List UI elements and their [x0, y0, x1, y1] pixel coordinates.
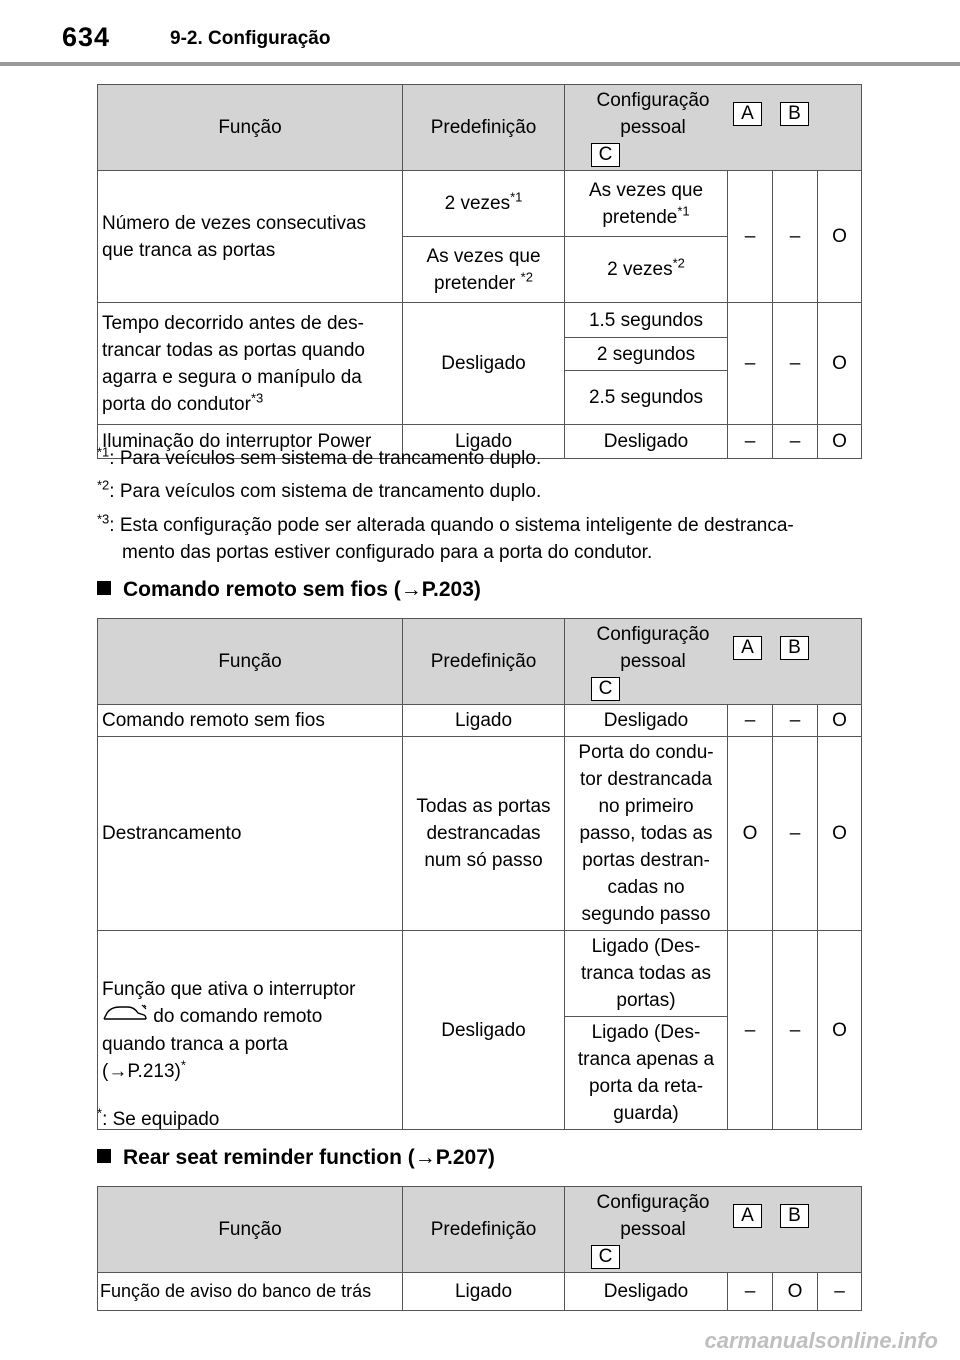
cell-a: – [728, 303, 773, 425]
table-row [98, 931, 862, 1017]
table-header-row [98, 1187, 862, 1273]
cell-c: O [818, 303, 862, 425]
cell-setting: 2 segundos [565, 338, 728, 371]
settings-table-3 [97, 1186, 862, 1311]
col-c-label: C [591, 1245, 620, 1269]
section-heading-rear-seat: Rear seat reminder function (→P.207) [97, 1146, 495, 1170]
cell-function: Função que ativa o interruptor do comando remoto quando tranca a porta (→P.213)* [98, 931, 403, 1130]
watermark: carmanualsonline.info [704, 1328, 938, 1353]
col-config: Configuração pessoal A BC [565, 1187, 862, 1273]
footnote-1: $^{*1}$: Para veículos sem sistema de trancamento duplo. [97, 444, 542, 469]
cell-b: – [773, 737, 818, 931]
cell-b: O [773, 1273, 818, 1311]
cell-default: 2 vezes$^{*1}$ [403, 171, 565, 237]
cell-a: – [728, 425, 773, 459]
cell-function: Comando remoto sem fios [98, 705, 403, 737]
cell-default: Ligado [403, 1273, 565, 1311]
cell-a: – [728, 931, 773, 1130]
cell-b: – [773, 171, 818, 303]
cell-setting: Desligado [565, 1273, 728, 1311]
cell-default: Ligado [403, 705, 565, 737]
cell-c: O [818, 931, 862, 1130]
col-funcao: Função [98, 85, 403, 171]
cell-setting: 2 vezes$^{*2}$ [565, 237, 728, 303]
cell-setting: Desligado [565, 705, 728, 737]
col-config [565, 85, 862, 171]
col-config-line2: pessoal [620, 117, 686, 138]
col-config: Configuração pessoal A BC [565, 619, 862, 705]
cell-function: Tempo decorrido antes de des- trancar todas as portas quando agarra e segura o manípulo da porta do condutor$^{*3}$ [98, 303, 403, 425]
col-predefinicao: Predefinição [403, 619, 565, 705]
table-row [98, 1273, 862, 1311]
cell-b: – [773, 425, 818, 459]
cell-default: As vezes que pretender $^{*2}$ [403, 237, 565, 303]
cell-setting: Ligado (Des- tranca todas as portas) [565, 931, 728, 1017]
col-c-label: C [591, 143, 620, 167]
car-lock-icon [102, 1003, 148, 1031]
col-b-label: B [780, 1204, 809, 1228]
cell-setting: Desligado [565, 425, 728, 459]
col-funcao: Função [98, 619, 403, 705]
settings-table-1 [97, 84, 862, 459]
cell-c: O [818, 171, 862, 303]
table-header-row [98, 619, 862, 705]
cell-a: – [728, 171, 773, 303]
cell-setting: Ligado (Des- tranca apenas a porta da reta- guarda) [565, 1017, 728, 1130]
table-row [98, 737, 862, 931]
cell-c: O [818, 737, 862, 931]
section-heading-remote: Comando remoto sem fios (→P.203) [97, 578, 481, 602]
col-b-label: B [780, 102, 809, 126]
cell-function: Iluminação do interruptor Power [98, 425, 403, 459]
col-funcao: Função [98, 1187, 403, 1273]
cell-b: – [773, 705, 818, 737]
square-bullet-icon [97, 581, 111, 595]
col-a-label: A [733, 1204, 762, 1228]
cell-default: Todas as portas destrancadas num só passo [403, 737, 565, 931]
cell-c: O [818, 425, 862, 459]
arrow-icon: → [108, 1060, 128, 1082]
col-a-label: A [733, 102, 762, 126]
col-c-label: C [591, 677, 620, 701]
col-config-line1: Configuração [596, 90, 710, 111]
cell-b: – [773, 931, 818, 1130]
cell-function: Destrancamento [98, 737, 403, 931]
cell-default: Ligado [403, 425, 565, 459]
col-predefinicao: Predefinição [403, 85, 565, 171]
cell-setting: Porta do condu- tor destrancada no primeiro passo, todas as portas destran- cadas no segundo passo [565, 737, 728, 931]
cell-setting: As vezes que pretende$^{*1}$ [565, 171, 728, 237]
cell-setting: 2.5 segundos [565, 371, 728, 425]
page-number: 634 [62, 22, 111, 52]
cell-c: – [818, 1273, 862, 1311]
cell-default: Desligado [403, 303, 565, 425]
footnote-3: $^{*3}$: Esta configuração pode ser alterada quando o sistema inteligente de destranca- mento das portas estiver configurado para a porta do condutor. [97, 511, 794, 563]
cell-function: Número de vezes consecutivas que tranca as portas [98, 171, 403, 303]
table-header-row [98, 85, 862, 171]
table-row [98, 171, 862, 237]
section-title: 9-2. Configuração [170, 28, 331, 49]
footnote-equipped: *: Se equipado [97, 1105, 220, 1130]
settings-table-2 [97, 618, 862, 1130]
footnote-2: $^{*2}$: Para veículos com sistema de trancamento duplo. [97, 477, 542, 502]
cell-b: – [773, 303, 818, 425]
cell-c: O [818, 705, 862, 737]
cell-a: – [728, 1273, 773, 1311]
cell-default: Desligado [403, 931, 565, 1130]
arrow-icon: → [400, 578, 422, 601]
cell-a: – [728, 705, 773, 737]
cell-function: Função de aviso do banco de trás [98, 1273, 403, 1311]
col-predefinicao: Predefinição [403, 1187, 565, 1273]
table-row [98, 303, 862, 338]
header-rule [0, 62, 960, 66]
table-row [98, 705, 862, 737]
cell-setting: 1.5 segundos [565, 303, 728, 338]
col-b-label: B [780, 636, 809, 660]
col-a-label: A [733, 636, 762, 660]
arrow-icon: → [414, 1146, 436, 1169]
square-bullet-icon [97, 1149, 111, 1163]
cell-a: O [728, 737, 773, 931]
